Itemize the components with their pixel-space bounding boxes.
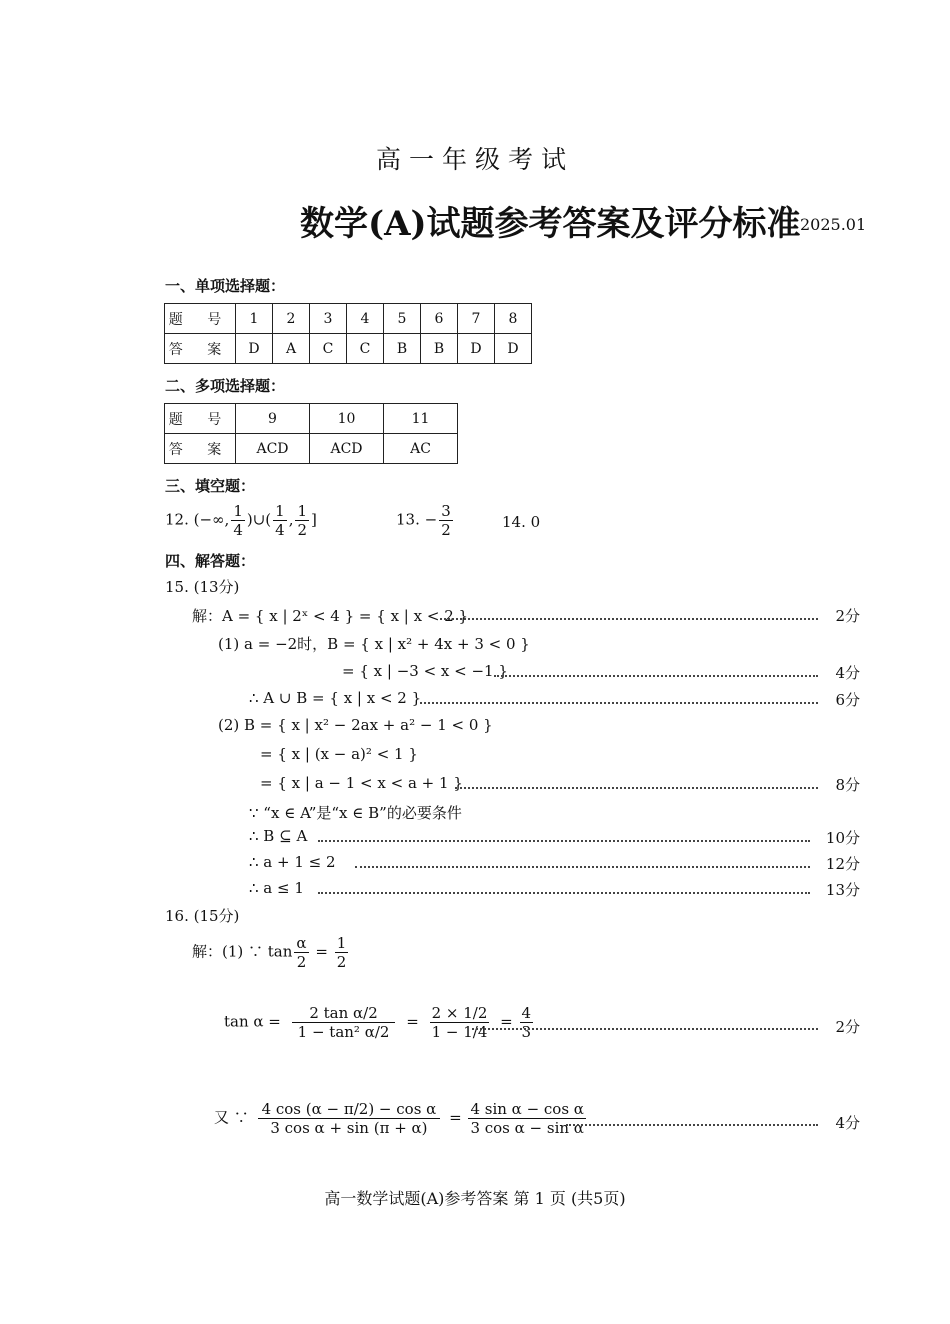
- q16-step-1: [192, 934, 350, 971]
- multi-choice-table: [164, 403, 458, 464]
- dot-leader: [318, 840, 810, 842]
- answer-cell: AC: [384, 434, 458, 464]
- numerator: 4: [521, 1004, 532, 1022]
- answer-cell: C: [347, 334, 384, 364]
- answer-cell: ACD: [236, 434, 310, 464]
- section2-heading: 二、多项选择题：: [165, 377, 286, 395]
- numerator: 1: [233, 502, 243, 520]
- dot-leader: [494, 675, 818, 677]
- fraction: [273, 502, 287, 539]
- question-number: 2: [273, 304, 310, 334]
- equals-sign: =: [315, 942, 328, 961]
- row-label: 题 号: [165, 304, 236, 334]
- score: 13分: [825, 881, 860, 899]
- answer-q14: 14. 0: [502, 513, 541, 531]
- score: 2分: [835, 1018, 860, 1036]
- question-number: 4: [347, 304, 384, 334]
- denominator: 3: [521, 1023, 532, 1041]
- numerator: 1: [336, 934, 347, 952]
- fraction: [231, 502, 245, 539]
- dot-leader: [455, 787, 818, 789]
- row-label: 答 案: [165, 434, 236, 464]
- q16-title: 16. (15分): [165, 907, 240, 925]
- denominator: 4: [233, 521, 243, 539]
- fraction: [335, 934, 349, 971]
- answer-cell: B: [384, 334, 421, 364]
- denominator: 3 cos α − sin α: [470, 1119, 584, 1137]
- exam-subtitle: 高一年级考试: [375, 145, 574, 174]
- score: 8分: [835, 776, 860, 794]
- q12-prefix: 12. (−∞,: [165, 510, 230, 529]
- equals-sign: =: [500, 1012, 513, 1031]
- q15-title: 15. (13分): [165, 578, 240, 596]
- denominator: 1 − 1/4: [431, 1023, 488, 1041]
- numerator: 4 sin α − cos α: [470, 1100, 584, 1118]
- section3-heading: 三、填空题：: [165, 477, 256, 495]
- row-label: 题 号: [165, 404, 236, 434]
- denominator: 2: [297, 521, 308, 539]
- document-date: 2025.01: [800, 215, 867, 234]
- q15-step: = { x | a − 1 < x < a + 1 }: [260, 774, 463, 792]
- denominator: 1 − tan² α/2: [297, 1023, 390, 1041]
- score: 2分: [835, 607, 860, 625]
- q12-suffix: ]: [311, 510, 317, 529]
- fraction: [295, 502, 309, 539]
- numerator: α: [296, 934, 307, 952]
- row-label: 答 案: [165, 334, 236, 364]
- numerator: 3: [441, 502, 451, 520]
- dot-leader: [472, 1028, 818, 1030]
- denominator: 2: [296, 953, 307, 971]
- fraction: [520, 1004, 534, 1041]
- question-number: 3: [310, 304, 347, 334]
- equals-sign: =: [449, 1108, 462, 1127]
- table-row: [165, 334, 532, 364]
- answer-cell: D: [495, 334, 532, 364]
- score: 12分: [825, 855, 860, 873]
- q16-l1-prefix: 解：(1) ∵ tan: [192, 942, 293, 961]
- score: 4分: [835, 664, 860, 682]
- dot-leader: [355, 866, 810, 868]
- q15-step: ∴ A ∪ B = { x | x < 2 }: [249, 689, 422, 707]
- q15-step: ∵ “x ∈ A”是“x ∈ B”的必要条件: [249, 804, 462, 822]
- table-row: [165, 404, 458, 434]
- question-number: 8: [495, 304, 532, 334]
- dot-leader: [440, 618, 818, 620]
- numerator: 4 cos (α − π/2) − cos α: [258, 1100, 441, 1119]
- denominator: 2: [441, 521, 451, 539]
- answer-q13: [396, 502, 455, 539]
- table-row: [165, 304, 532, 334]
- q15-step: ∴ B ⊆ A: [249, 827, 308, 845]
- q15-step: (1) a = −2时，B = { x | x² + 4x + 3 < 0 }: [218, 635, 530, 653]
- fraction: [292, 1004, 396, 1041]
- page-footer: 高一数学试题(A)参考答案 第 1 页 (共5页): [324, 1189, 626, 1208]
- dot-leader: [420, 702, 818, 704]
- table-row: [165, 434, 458, 464]
- q16-step-2: [224, 1004, 535, 1041]
- q15-step: = { x | (x − a)² < 1 }: [260, 745, 418, 763]
- answer-cell: A: [273, 334, 310, 364]
- fraction: [468, 1100, 586, 1137]
- numerator: 2 × 1/2: [431, 1004, 488, 1022]
- dot-leader: [566, 1124, 818, 1126]
- question-number: 5: [384, 304, 421, 334]
- question-number: 9: [236, 404, 310, 434]
- question-number: 1: [236, 304, 273, 334]
- document-title: 数学(A)试题参考答案及评分标准: [300, 204, 801, 244]
- section1-heading: 一、单项选择题：: [165, 277, 286, 295]
- q13-prefix: 13. −: [396, 510, 438, 529]
- q16-l3-prefix: 又 ∵: [214, 1108, 249, 1127]
- numerator: 1: [297, 502, 308, 520]
- section4-heading: 四、解答题：: [165, 552, 256, 570]
- question-number: 6: [421, 304, 458, 334]
- q15-step: 解：A = { x | 2ˣ < 4 } = { x | x < 2 }: [192, 607, 469, 625]
- q15-step: ∴ a + 1 ≤ 2: [249, 853, 336, 871]
- q16-l2-prefix: tan α =: [224, 1012, 281, 1031]
- answer-cell: D: [458, 334, 495, 364]
- q12-mid: )∪(: [246, 510, 272, 529]
- q12-comma: ,: [288, 510, 294, 529]
- denominator: 3 cos α + sin (π + α): [270, 1119, 428, 1137]
- score: 10分: [825, 829, 860, 847]
- question-number: 7: [458, 304, 495, 334]
- q15-step: ∴ a ≤ 1: [249, 879, 304, 897]
- equals-sign: =: [406, 1012, 419, 1031]
- question-number: 10: [310, 404, 384, 434]
- fraction: [294, 934, 308, 971]
- numerator: 2 tan α/2: [292, 1004, 396, 1023]
- numerator: 1: [275, 502, 285, 520]
- answer-cell: ACD: [310, 434, 384, 464]
- single-choice-table: [164, 303, 532, 364]
- answer-cell: B: [421, 334, 458, 364]
- answer-q12: [165, 502, 317, 539]
- fraction: [258, 1100, 441, 1137]
- q15-step: (2) B = { x | x² − 2ax + a² − 1 < 0 }: [218, 716, 493, 734]
- denominator: 4: [275, 521, 285, 539]
- dot-leader: [318, 892, 810, 894]
- q16-step-3: [214, 1100, 588, 1137]
- fraction: [439, 502, 453, 539]
- fraction: [430, 1004, 490, 1041]
- score: 6分: [835, 691, 860, 709]
- question-number: 11: [384, 404, 458, 434]
- answer-cell: C: [310, 334, 347, 364]
- answer-cell: D: [236, 334, 273, 364]
- score: 4分: [835, 1114, 860, 1132]
- denominator: 2: [336, 953, 347, 971]
- q15-step: = { x | −3 < x < −1 }: [342, 662, 508, 680]
